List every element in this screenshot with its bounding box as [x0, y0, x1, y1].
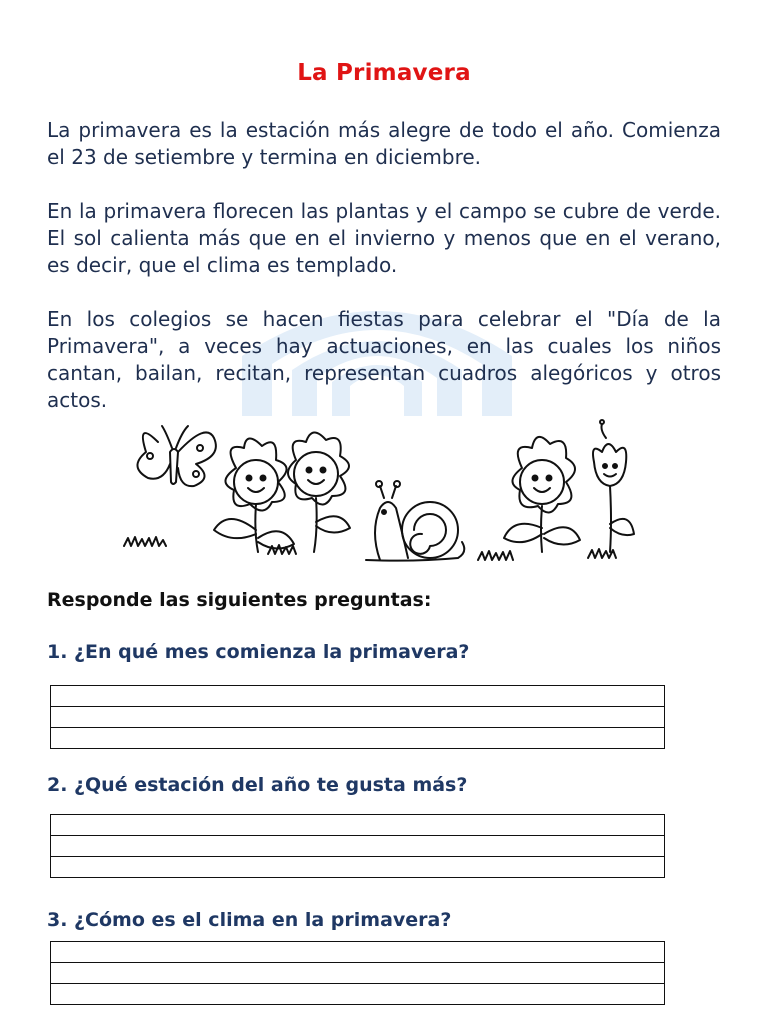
flower-drawing-1 — [214, 438, 294, 552]
answer-line — [51, 706, 664, 707]
question-number: 1. — [47, 641, 68, 663]
answer-line — [51, 835, 664, 836]
answer-lines-1[interactable] — [50, 685, 665, 749]
instructions-heading: Responde las siguientes preguntas: — [47, 589, 432, 611]
question-number: 2. — [47, 774, 68, 796]
answer-lines-3[interactable] — [50, 941, 665, 1005]
answer-line — [51, 727, 664, 728]
answer-line — [51, 962, 664, 963]
snail-drawing — [366, 481, 464, 561]
question-2 — [47, 774, 467, 796]
question-text: ¿En qué mes comienza la primavera? — [74, 641, 470, 663]
flower-drawing-2 — [288, 432, 350, 552]
question-1 — [47, 641, 469, 663]
paragraph-intro: La primavera es la estación más alegre de todo el año. Comienza el 23 de setiembre y termina en diciembre. — [47, 118, 721, 169]
question-text: ¿Cómo es el clima en la primavera? — [74, 909, 452, 931]
question-text: ¿Qué estación del año te gusta más? — [74, 774, 468, 796]
flower-drawing-3 — [504, 437, 580, 552]
paragraph-plants: En la primavera florecen las plantas y el campo se cubre de verde. El sol calienta más que en el invierno y menos que en el verano, es decir, que el clima es templado. — [47, 199, 721, 277]
paragraph-schools: En los colegios se hacen fiestas para celebrar el "Día de la Primavera", a veces hay actuaciones, en las cuales los niños cantan, bailan, recitan, representan cuadros alegóricos y otros actos. — [47, 307, 721, 412]
tulip-drawing — [593, 420, 634, 552]
answer-lines-2[interactable] — [50, 814, 665, 878]
answer-line — [51, 856, 664, 857]
question-3 — [47, 909, 451, 931]
spring-flowers-snail-butterfly-illustration — [118, 412, 648, 584]
butterfly-drawing — [137, 426, 215, 486]
answer-line — [51, 983, 664, 984]
page-title: La Primavera — [297, 60, 471, 86]
question-number: 3. — [47, 909, 68, 931]
